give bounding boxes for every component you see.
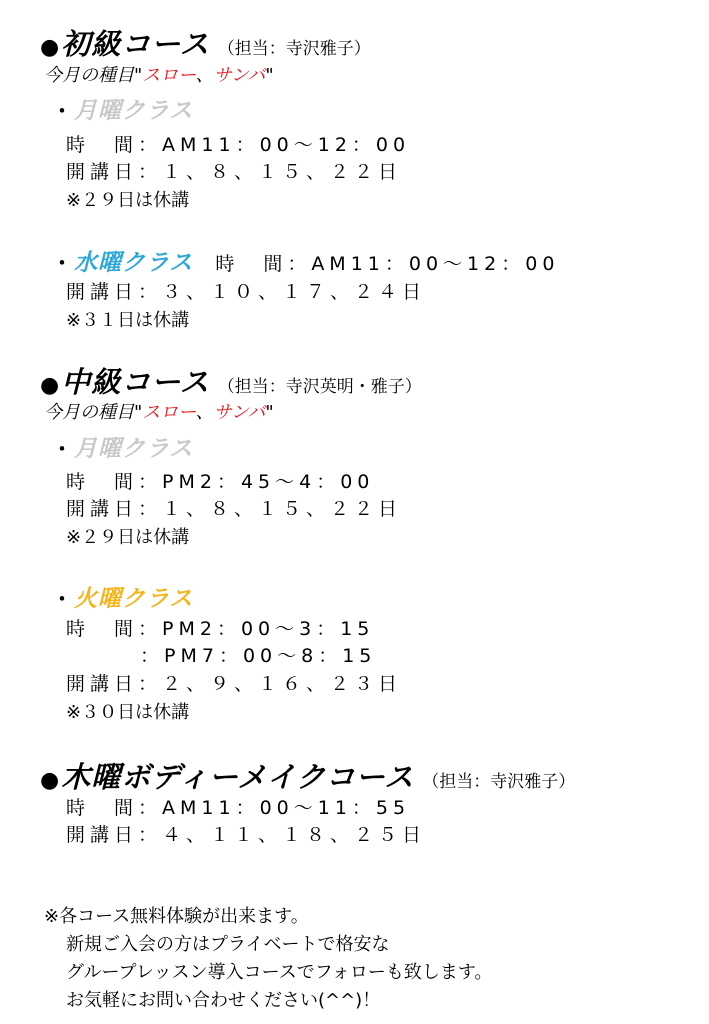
beginner-monday-class <box>52 92 193 125</box>
intermediate-tuesday-time-2: ：PM7：00～8：15 <box>140 645 377 667</box>
intermediate-tuesday-class-name: 火曜クラス <box>74 586 194 612</box>
beginner-subject-line <box>44 61 274 87</box>
beginner-course-title: 初級コース <box>61 27 210 61</box>
class-dot-icon: ・ <box>52 99 72 123</box>
intermediate-course-teacher: （担当：寺沢英明・雅子） <box>217 377 422 397</box>
subject-slow: スロー <box>142 402 196 423</box>
class-dot-icon: ・ <box>52 437 72 461</box>
bodymake-time: 時 間：AM11：00～11：55 <box>66 797 411 819</box>
subject-separator: 、 <box>195 402 214 423</box>
intermediate-monday-dates: 開講日：１、８、１５、２２日 <box>66 498 403 520</box>
beginner-monday-note: ※２９日は休講 <box>66 190 190 211</box>
subject-slow: スロー <box>142 65 196 86</box>
intermediate-monday-class <box>52 430 193 463</box>
bullet-icon: ● <box>40 35 60 60</box>
intermediate-monday-note: ※２９日は休講 <box>66 527 190 548</box>
intermediate-tuesday-note: ※３０日は休講 <box>66 702 190 723</box>
beginner-wednesday-time: 時 間：AM11：00～12：00 <box>215 253 560 275</box>
beginner-monday-class-name: 月曜クラス <box>74 98 194 124</box>
beginner-wednesday-dates: 開講日：３、１０、１７、２４日 <box>66 281 427 303</box>
beginner-wednesday-note: ※３１日は休講 <box>66 310 190 331</box>
beginner-monday-time: 時 間：AM11：00～12：00 <box>66 134 411 156</box>
beginner-course-teacher: （担当：寺沢雅子） <box>217 39 371 59</box>
class-dot-icon: ・ <box>52 587 72 611</box>
bullet-icon: ● <box>40 768 60 793</box>
intermediate-course-heading <box>40 360 422 401</box>
class-dot-icon: ・ <box>52 251 72 275</box>
intermediate-monday-class-name: 月曜クラス <box>74 436 194 462</box>
subject-suffix: " <box>265 402 274 423</box>
bodymake-course-heading <box>40 755 575 796</box>
bullet-icon: ● <box>40 373 60 398</box>
subject-suffix: " <box>265 65 274 86</box>
intermediate-course-title: 中級コース <box>61 365 210 399</box>
beginner-wednesday-class-name: 水曜クラス <box>74 250 194 276</box>
beginner-course-heading <box>40 22 371 63</box>
intermediate-subject-line <box>44 398 274 424</box>
subject-prefix: 今月の種目" <box>44 402 143 423</box>
bodymake-dates: 開講日：４、１１、１８、２５日 <box>66 824 427 846</box>
subject-prefix: 今月の種目" <box>44 65 143 86</box>
intermediate-tuesday-time-1: 時 間：PM2：00～3：15 <box>66 618 375 640</box>
subject-samba: サンバ <box>213 402 266 423</box>
bodymake-course-title: 木曜ボディーメイクコース <box>61 760 415 794</box>
subject-separator: 、 <box>195 65 214 86</box>
intermediate-tuesday-dates: 開講日：２、９、１６、２３日 <box>66 673 403 695</box>
beginner-wednesday-class <box>52 244 559 277</box>
bodymake-course-teacher: （担当：寺沢雅子） <box>422 772 576 792</box>
beginner-monday-dates: 開講日：１、８、１５、２２日 <box>66 161 403 183</box>
footer-line-2: 新規ご入会の方はプライベートで格安な <box>66 934 390 955</box>
footer-line-4: お気軽にお問い合わせください(^^)！ <box>66 990 381 1011</box>
subject-samba: サンバ <box>213 65 266 86</box>
footer-line-3: グループレッスン導入コースでフォローも致します。 <box>66 962 493 983</box>
intermediate-tuesday-class <box>52 580 193 613</box>
footer-line-1: ※各コース無料体験が出来ます。 <box>44 906 309 927</box>
intermediate-monday-time: 時 間：PM2：45～4：00 <box>66 471 375 493</box>
